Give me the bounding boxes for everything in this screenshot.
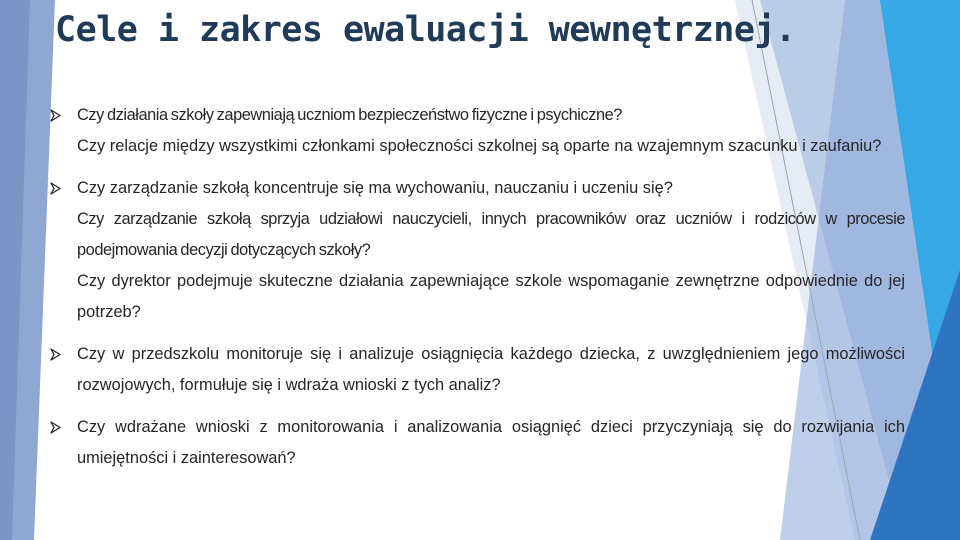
bullet-1-line-2: Czy relacje między wszystkimi członkami społeczności szkolnej są oparte na wzajemnym szacunku i zaufaniu? bbox=[77, 137, 882, 155]
bullet-2-line-2: Czy zarządzanie szkołą sprzyja udziałowi nauczycieli, innych pracowników oraz uczniów i rodziców w procesie podejmowania decyzji dotyczących szkoły? bbox=[77, 210, 905, 259]
arrow-bullet-icon bbox=[50, 421, 61, 434]
bullet-4-line-1: Czy wdrażane wnioski z monitorowania i analizowania osiągnięć dzieci przyczyniają się do rozwijania ich umiejętności i zainteresowań? bbox=[77, 418, 905, 467]
bullet-1-line-1: Czy działania szkoły zapewniają uczniom bezpieczeństwo fizyczne i psychiczne? bbox=[77, 106, 622, 124]
arrow-bullet-icon bbox=[50, 348, 61, 361]
bullet-item-4 bbox=[50, 412, 905, 474]
bullet-item-3 bbox=[50, 339, 905, 401]
bullet-2-line-1: Czy zarządzanie szkołą koncentruje się ma wychowaniu, nauczaniu i uczeniu się? bbox=[77, 179, 673, 197]
bullet-list bbox=[50, 100, 905, 485]
bullet-2-line-3: Czy dyrektor podejmuje skuteczne działania zapewniające szkole wspomaganie zewnętrzne odpowiednie do jej potrzeb? bbox=[77, 272, 905, 321]
arrow-bullet-icon bbox=[50, 109, 61, 122]
bullet-item-2 bbox=[50, 173, 905, 328]
bullet-3-line-1: Czy w przedszkolu monitoruje się i analizuje osiągnięcia każdego dziecka, z uwzględnieniem jego możliwości rozwojowych, formułuje się i wdraża wnioski z tych analiz? bbox=[77, 345, 905, 394]
arrow-bullet-icon bbox=[50, 182, 61, 195]
slide-title: Cele i zakres ewaluacji wewnętrznej. bbox=[55, 10, 796, 50]
bullet-item-1 bbox=[50, 100, 905, 162]
